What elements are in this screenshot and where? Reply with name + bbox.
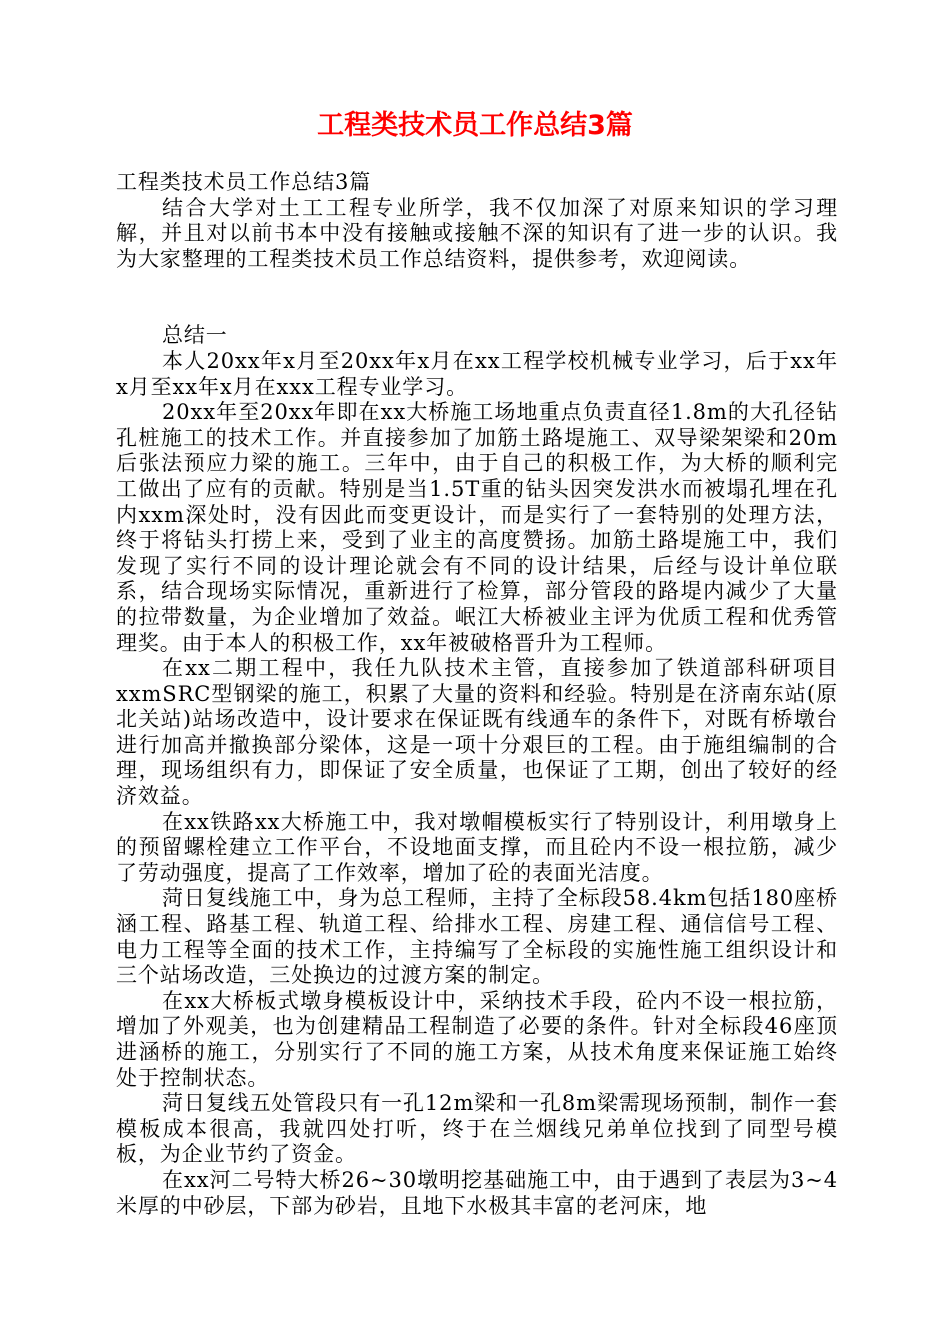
body-paragraph: 在xx铁路xx大桥施工中，我对墩帽模板实行了特别设计，利用墩身上的预留螺栓建立工作平台，不设地面支撑，而且砼内不设一根拉筋，减少了劳动强度，提高了工作效率，增加了砼的表面光洁度。 xyxy=(116,809,838,885)
body-paragraph: 在xx二期工程中，我任九队技术主管，直接参加了铁道部科研项目xxmSRC型钢梁的施工，积累了大量的资料和经验。特别是在济南东站(原北关站)站场改造中，设计要求在保证既有线通车的条件下，对既有桥墩台进行加高并撤换部分梁体，这是一项十分艰巨的工程。由于施组编制的合理，现场组织有力，即保证了安全质量，也保证了工期，创出了较好的经济效益。 xyxy=(116,656,838,809)
section-heading: 总结一 xyxy=(162,323,228,348)
document-subtitle: 工程类技术员工作总结3篇 xyxy=(116,170,372,194)
body-paragraph: 菏日复线五处管段只有一孔12m梁和一孔8m梁需现场预制，制作一套模板成本很高，我就四处打听，终于在兰烟线兄弟单位找到了同型号模板，为企业节约了资金。 xyxy=(116,1091,838,1167)
intro-paragraph: 结合大学对土工工程专业所学，我不仅加深了对原来知识的学习理解，并且对以前书本中没有接触或接触不深的知识有了进一步的认识。我为大家整理的工程类技术员工作总结资料，提供参考，欢迎阅读。 xyxy=(116,195,838,271)
body-paragraph: 本人20xx年x月至20xx年x月在xx工程学校机械专业学习，后于xx年x月至xx年x月在xxx工程专业学习。 xyxy=(116,348,838,399)
body-paragraph: 在xx大桥板式墩身模板设计中，采纳技术手段，砼内不设一根拉筋，增加了外观美，也为创建精品工程制造了必要的条件。针对全标段46座顶进涵桥的施工，分别实行了不同的施工方案，从技术角度来保证施工始终处于控制状态。 xyxy=(116,988,838,1090)
document-body xyxy=(116,170,838,1219)
blank-lines xyxy=(116,272,838,323)
body-paragraph: 在xx河二号特大桥26~30墩明挖基础施工中，由于遇到了表层为3~4米厚的中砂层，下部为砂岩，且地下水极其丰富的老河床，地 xyxy=(116,1167,838,1218)
body-paragraph: 菏日复线施工中，身为总工程师，主持了全标段58.4km包括180座桥涵工程、路基工程、轨道工程、给排水工程、房建工程、通信信号工程、电力工程等全面的技术工作，主持编写了全标段的实施性施工组织设计和三个站场改造，三处换边的过渡方案的制定。 xyxy=(116,886,838,988)
body-paragraph: 20xx年至20xx年即在xx大桥施工场地重点负责直径1.8m的大孔径钻孔桩施工的技术工作。并直接参加了加筋土路堤施工、双导梁架梁和20m后张法预应力梁的施工。三年中，由于自己的积极工作，为大桥的顺利完工做出了应有的贡献。特别是当1.5T重的钻头因突发洪水而被塌孔埋在孔内xxm深处时，没有因此而变更设计，而是实行了一套特别的处理方法，终于将钻头打捞上来，受到了业主的高度赞扬。加筋土路堤施工中，我们发现了实行不同的设计理论就会有不同的设计结果，后经与设计单位联系，结合现场实际情况，重新进行了检算，部分管段的路堤内减少了大量的拉带数量，为企业增加了效益。岷江大桥被业主评为优质工程和优秀管理奖。由于本人的积极工作，xx年被破格晋升为工程师。 xyxy=(116,400,838,655)
document-title: 工程类技术员工作总结3篇 xyxy=(317,110,633,141)
